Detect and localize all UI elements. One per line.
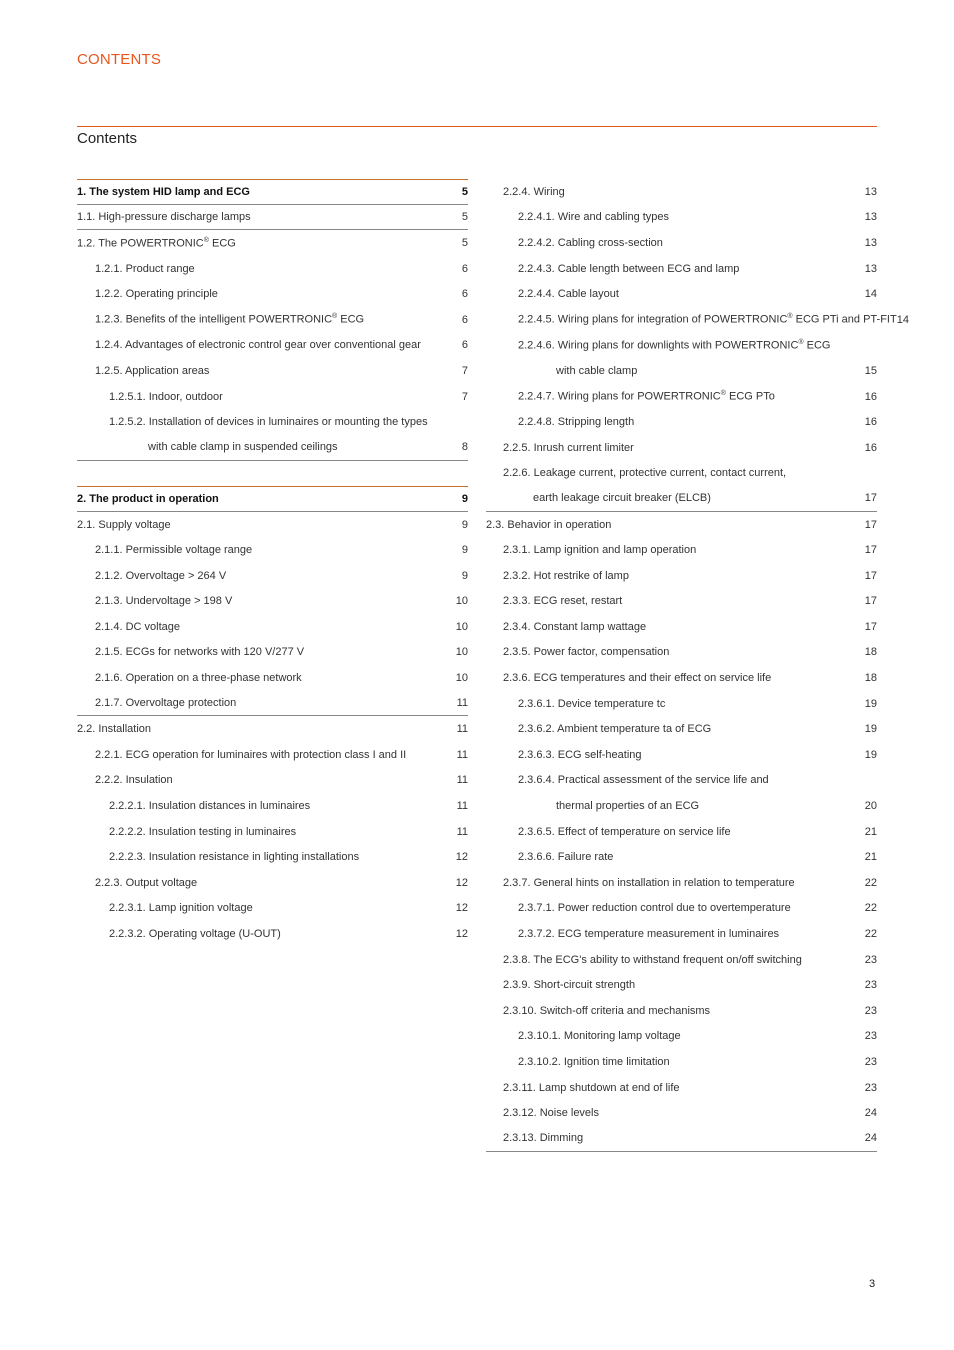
toc-entry-page: 9 xyxy=(461,544,468,557)
toc-entry[interactable] xyxy=(486,409,877,435)
toc-entry-label: 2.3.6.3. ECG self-heating xyxy=(518,748,642,761)
toc-entry-page: 18 xyxy=(864,646,877,659)
toc-entry[interactable] xyxy=(77,281,468,307)
toc-entry-label: 2.2. Installation xyxy=(77,723,151,736)
toc-entry-label: 2.3.5. Power factor, compensation xyxy=(503,646,670,659)
toc-entry[interactable] xyxy=(486,921,877,947)
toc-entry-page: 17 xyxy=(864,620,877,633)
toc-entry-label: 2.1.2. Overvoltage > 264 V xyxy=(95,569,227,582)
toc-entry-label: 2.2.3. Output voltage xyxy=(95,876,198,889)
page-number: 3 xyxy=(869,1278,876,1290)
toc-entry-page: 9 xyxy=(461,518,468,531)
toc-entry[interactable] xyxy=(77,230,468,256)
toc-entry-label: 2.3.1. Lamp ignition and lamp operation xyxy=(503,544,697,557)
toc-entry-label: 2.3.3. ECG reset, restart xyxy=(503,595,623,608)
toc-entry-page: 10 xyxy=(455,595,468,608)
toc-entry-page: 23 xyxy=(864,1030,877,1043)
toc-entry[interactable] xyxy=(77,179,468,205)
toc-entry-page: 22 xyxy=(864,902,877,915)
toc-entry-page: 11 xyxy=(456,800,468,813)
toc-entry-page: 14 xyxy=(896,313,909,326)
section-header: CONTENTS xyxy=(77,51,162,68)
toc-entry-page: 10 xyxy=(455,620,468,633)
toc-right-column xyxy=(486,179,909,1152)
toc-entry-label: 1.2.2. Operating principle xyxy=(95,288,218,301)
toc-entry-label: 2.1. Supply voltage xyxy=(77,518,171,531)
toc-entry-page: 12 xyxy=(455,928,468,941)
toc-entry[interactable] xyxy=(486,486,877,512)
toc-entry[interactable] xyxy=(486,716,877,742)
toc-entry[interactable] xyxy=(77,512,468,538)
toc-entry-page: 15 xyxy=(864,364,877,377)
toc-entry-label: 2.1.1. Permissible voltage range xyxy=(95,544,253,557)
toc-entry-label: 1.2. The POWERTRONIC® ECG xyxy=(77,236,236,250)
toc-entry-page: 6 xyxy=(461,288,468,301)
toc-entry-page: 11 xyxy=(456,825,468,838)
toc-entry[interactable] xyxy=(77,614,468,640)
toc-entry[interactable] xyxy=(486,1024,877,1050)
toc-entry-label: 1.2.5.2. Installation of devices in luminaires or mounting the types xyxy=(109,416,428,429)
toc-entry-label: 2.2.2.3. Insulation resistance in lighting installations xyxy=(109,851,360,864)
toc-entry-label: 2.3.4. Constant lamp wattage xyxy=(503,620,647,633)
toc-entry-page: 13 xyxy=(864,211,877,224)
toc-entry-page: 16 xyxy=(864,416,877,429)
toc-entry-page: 17 xyxy=(864,569,877,582)
toc-entry[interactable] xyxy=(486,896,877,922)
toc-entry-page: 14 xyxy=(864,288,877,301)
toc-entry-label: 2.2.2. Insulation xyxy=(95,774,173,787)
toc-entry-label: 2.3.13. Dimming xyxy=(503,1132,584,1145)
toc-entry[interactable] xyxy=(77,358,468,384)
toc-entry[interactable] xyxy=(486,972,877,998)
toc-entry[interactable] xyxy=(486,384,877,410)
toc-entry-page: 24 xyxy=(864,1132,877,1145)
toc-entry[interactable] xyxy=(77,665,468,691)
toc-entry-page: 24 xyxy=(864,1107,877,1120)
toc-entry[interactable] xyxy=(77,256,468,282)
toc-entry-page: 23 xyxy=(864,979,877,992)
toc-entry-label: 2.3.6.4. Practical assessment of the service life and xyxy=(518,774,769,787)
toc-entry-page: 22 xyxy=(864,928,877,941)
toc-entry-page: 5 xyxy=(461,185,468,198)
toc-entry-label: 2.2.3.1. Lamp ignition voltage xyxy=(109,902,253,915)
toc-entry-page: 21 xyxy=(864,825,877,838)
toc-left-column xyxy=(77,179,468,947)
toc-entry-page: 23 xyxy=(864,1081,877,1094)
toc-entry[interactable] xyxy=(77,307,468,333)
toc-entry-label: 1.2.5.1. Indoor, outdoor xyxy=(109,390,223,403)
toc-entry[interactable] xyxy=(77,896,468,922)
toc-entry-page: 18 xyxy=(864,672,877,685)
toc-entry[interactable] xyxy=(486,1126,877,1152)
toc-entry-label: 2.2.4.1. Wire and cabling types xyxy=(518,211,670,224)
toc-entry[interactable] xyxy=(486,179,877,205)
toc-entry-label: 2.2.4. Wiring xyxy=(503,185,565,198)
toc-entry-label: 2.2.4.6. Wiring plans for downlights with POWERTRONIC® ECG xyxy=(518,339,831,352)
toc-entry[interactable] xyxy=(486,1100,877,1126)
toc-entry-label: 1.2.1. Product range xyxy=(95,262,195,275)
toc-entry-page: 16 xyxy=(864,441,877,454)
toc-entry-label: 2.3.9. Short-circuit strength xyxy=(503,979,636,992)
toc-entry[interactable] xyxy=(77,921,468,947)
toc-entry-page: 5 xyxy=(461,210,468,223)
toc-entry[interactable] xyxy=(486,563,877,589)
toc-entry-label: 2.1.6. Operation on a three-phase network xyxy=(95,672,302,685)
toc-entry[interactable] xyxy=(77,435,468,461)
toc-entry[interactable] xyxy=(77,333,468,359)
toc-entry-label: 2.3.7.2. ECG temperature measurement in luminaires xyxy=(518,928,780,941)
toc-entry[interactable] xyxy=(486,998,877,1024)
toc-entry[interactable] xyxy=(77,537,468,563)
toc-entry-label: 2.2.5. Inrush current limiter xyxy=(503,441,634,454)
toc-entry-page: 9 xyxy=(461,492,468,505)
toc-entry-label: earth leakage circuit breaker (ELCB) xyxy=(533,492,711,505)
toc-entry-label: 2.3.11. Lamp shutdown at end of life xyxy=(503,1081,680,1094)
toc-entry-label: 2.2.4.3. Cable length between ECG and lamp xyxy=(518,262,740,275)
toc-entry-label: 2.2.3.2. Operating voltage (U-OUT) xyxy=(109,928,281,941)
toc-entry-label: 2.3.6.6. Failure rate xyxy=(518,851,614,864)
page-title: Contents xyxy=(77,130,138,147)
toc-entry[interactable] xyxy=(77,742,468,768)
toc-entry-label: 2.3.12. Noise levels xyxy=(503,1107,599,1120)
toc-entry-label: 2.1.7. Overvoltage protection xyxy=(95,697,237,710)
toc-entry-label: 2.1.5. ECGs for networks with 120 V/277 V xyxy=(95,646,305,659)
toc-entry-label: 2.3.6. ECG temperatures and their effect on service life xyxy=(503,672,772,685)
toc-entry[interactable] xyxy=(486,742,877,768)
toc-entry-label: 1.2.3. Benefits of the intelligent POWERTRONIC® ECG xyxy=(95,313,365,327)
toc-entry-label: 2.3.6.5. Effect of temperature on service life xyxy=(518,825,731,838)
toc-entry-label: 2. The product in operation xyxy=(77,492,219,505)
toc-entry[interactable] xyxy=(486,205,877,231)
toc-entry[interactable] xyxy=(486,614,877,640)
toc-entry-page: 19 xyxy=(864,697,877,710)
toc-entry-label: 2.2.4.7. Wiring plans for POWERTRONIC® ECG PTo xyxy=(518,390,775,403)
toc-entry[interactable] xyxy=(486,435,877,461)
toc-entry-label: 2.2.6. Leakage current, protective current, contact current, xyxy=(503,467,787,480)
toc-entry-page: 10 xyxy=(455,672,468,685)
toc-entry[interactable] xyxy=(486,665,877,691)
toc-entry-page: 19 xyxy=(864,723,877,736)
toc-entry-page: 11 xyxy=(456,774,468,787)
toc-entry[interactable] xyxy=(486,819,877,845)
toc-entry-label: 2.3.7. General hints on installation in relation to temperature xyxy=(503,876,795,889)
toc-entry[interactable] xyxy=(486,589,877,615)
toc-entry[interactable] xyxy=(486,461,877,487)
toc-entry[interactable] xyxy=(486,793,877,819)
toc-entry[interactable] xyxy=(77,691,468,717)
toc-entry-page: 23 xyxy=(864,1055,877,1068)
toc-entry-page: 6 xyxy=(461,262,468,275)
toc-entry[interactable] xyxy=(486,256,877,282)
toc-entry-label: 2.1.4. DC voltage xyxy=(95,620,180,633)
toc-entry-label: thermal properties of an ECG xyxy=(556,800,700,813)
toc-entry[interactable] xyxy=(486,333,877,359)
toc-entry-page: 17 xyxy=(864,518,877,531)
section-gap xyxy=(77,461,468,487)
toc-entry-label: 2.2.4.5. Wiring plans for integration of POWERTRONIC® ECG PTi and PT-FIT xyxy=(518,313,897,327)
toc-entry[interactable] xyxy=(486,230,877,256)
toc-entry-label: 1.2.5. Application areas xyxy=(95,364,210,377)
toc-entry-page: 10 xyxy=(455,646,468,659)
toc-entry-label: 2.2.4.2. Cabling cross-section xyxy=(518,236,663,249)
toc-entry-page: 13 xyxy=(864,236,877,249)
toc-entry[interactable] xyxy=(486,947,877,973)
toc-entry-page: 21 xyxy=(864,851,877,864)
toc-entry-page: 12 xyxy=(455,876,468,889)
toc-entry-label: 2.2.2.2. Insulation testing in luminaires xyxy=(109,825,297,838)
toc-entry-label: 2.3.6.1. Device temperature tc xyxy=(518,697,666,710)
toc-entry-label: 2.1.3. Undervoltage > 198 V xyxy=(95,595,233,608)
toc-entry[interactable] xyxy=(77,640,468,666)
toc-entry-page: 23 xyxy=(864,1004,877,1017)
toc-entry-label: 2.3.10. Switch-off criteria and mechanisms xyxy=(503,1004,711,1017)
toc-entry-page: 20 xyxy=(864,800,877,813)
toc-entry-label: 2.2.2.1. Insulation distances in luminaires xyxy=(109,800,311,813)
toc-entry[interactable] xyxy=(77,793,468,819)
toc-entry[interactable] xyxy=(77,870,468,896)
toc-entry-page: 16 xyxy=(864,390,877,403)
toc-entry[interactable] xyxy=(486,640,877,666)
toc-entry-page: 17 xyxy=(864,595,877,608)
toc-entry-page: 9 xyxy=(461,569,468,582)
toc-entry-label: 1. The system HID lamp and ECG xyxy=(77,185,250,198)
toc-entry[interactable] xyxy=(77,409,468,435)
toc-entry[interactable] xyxy=(77,589,468,615)
toc-entry-label: 2.3.8. The ECG's ability to withstand frequent on/off switching xyxy=(503,953,802,966)
toc-entry[interactable] xyxy=(486,844,877,870)
toc-entry-page: 7 xyxy=(461,390,468,403)
toc-entry-page: 23 xyxy=(864,953,877,966)
toc-entry-label: with cable clamp xyxy=(556,364,638,377)
toc-entry-label: 2.3.2. Hot restrike of lamp xyxy=(503,569,629,582)
toc-entry[interactable] xyxy=(486,281,877,307)
toc-entry[interactable] xyxy=(486,512,877,538)
toc-entry-label: 1.2.4. Advantages of electronic control gear over conventional gear xyxy=(95,339,421,352)
toc-entry-page: 13 xyxy=(864,185,877,198)
toc-entry-label: 2.3.6.2. Ambient temperature ta of ECG xyxy=(518,723,712,736)
toc-entry[interactable] xyxy=(77,819,468,845)
toc-entry-label: 2.3.7.1. Power reduction control due to overtemperature xyxy=(518,902,791,915)
toc-entry-page: 12 xyxy=(455,902,468,915)
toc-entry-label: 2.2.4.4. Cable layout xyxy=(518,288,619,301)
toc-entry[interactable] xyxy=(77,384,468,410)
toc-entry[interactable] xyxy=(486,768,877,794)
toc-entry-page: 19 xyxy=(864,748,877,761)
toc-entry-page: 7 xyxy=(461,364,468,377)
toc-entry[interactable] xyxy=(486,691,877,717)
toc-entry-page: 11 xyxy=(456,723,468,736)
toc-entry-page: 8 xyxy=(461,441,468,454)
toc-entry[interactable] xyxy=(77,205,468,231)
toc-entry-page: 6 xyxy=(461,339,468,352)
toc-entry[interactable] xyxy=(77,844,468,870)
toc-entry-page: 22 xyxy=(864,876,877,889)
header-rule xyxy=(77,126,877,127)
toc-entry-label: 2.2.4.8. Stripping length xyxy=(518,416,635,429)
toc-entry[interactable] xyxy=(486,1049,877,1075)
toc-entry-page: 12 xyxy=(455,851,468,864)
toc-entry[interactable] xyxy=(486,1075,877,1101)
toc-entry-page: 13 xyxy=(864,262,877,275)
toc-entry[interactable] xyxy=(486,358,877,384)
toc-entry-page: 17 xyxy=(864,544,877,557)
toc-entry[interactable] xyxy=(77,486,468,512)
toc-entry-label: 2.2.1. ECG operation for luminaires with protection class I and II xyxy=(95,748,407,761)
toc-entry-label: 2.3.10.1. Monitoring lamp voltage xyxy=(518,1030,681,1043)
toc-entry[interactable] xyxy=(486,537,877,563)
toc-entry[interactable] xyxy=(77,716,468,742)
toc-entry-label: 1.1. High-pressure discharge lamps xyxy=(77,210,251,223)
toc-entry[interactable] xyxy=(77,563,468,589)
toc-entry-page: 11 xyxy=(456,697,468,710)
toc-entry-page: 17 xyxy=(864,492,877,505)
toc-entry[interactable] xyxy=(77,768,468,794)
toc-entry[interactable] xyxy=(486,307,909,333)
toc-entry-label: with cable clamp in suspended ceilings xyxy=(148,441,338,454)
toc-entry-label: 2.3.10.2. Ignition time limitation xyxy=(518,1055,670,1068)
toc-entry-label: 2.3. Behavior in operation xyxy=(486,518,612,531)
toc-entry-page: 5 xyxy=(461,236,468,249)
toc-entry-page: 6 xyxy=(461,313,468,326)
toc-entry[interactable] xyxy=(486,870,877,896)
toc-entry-page: 11 xyxy=(456,748,468,761)
